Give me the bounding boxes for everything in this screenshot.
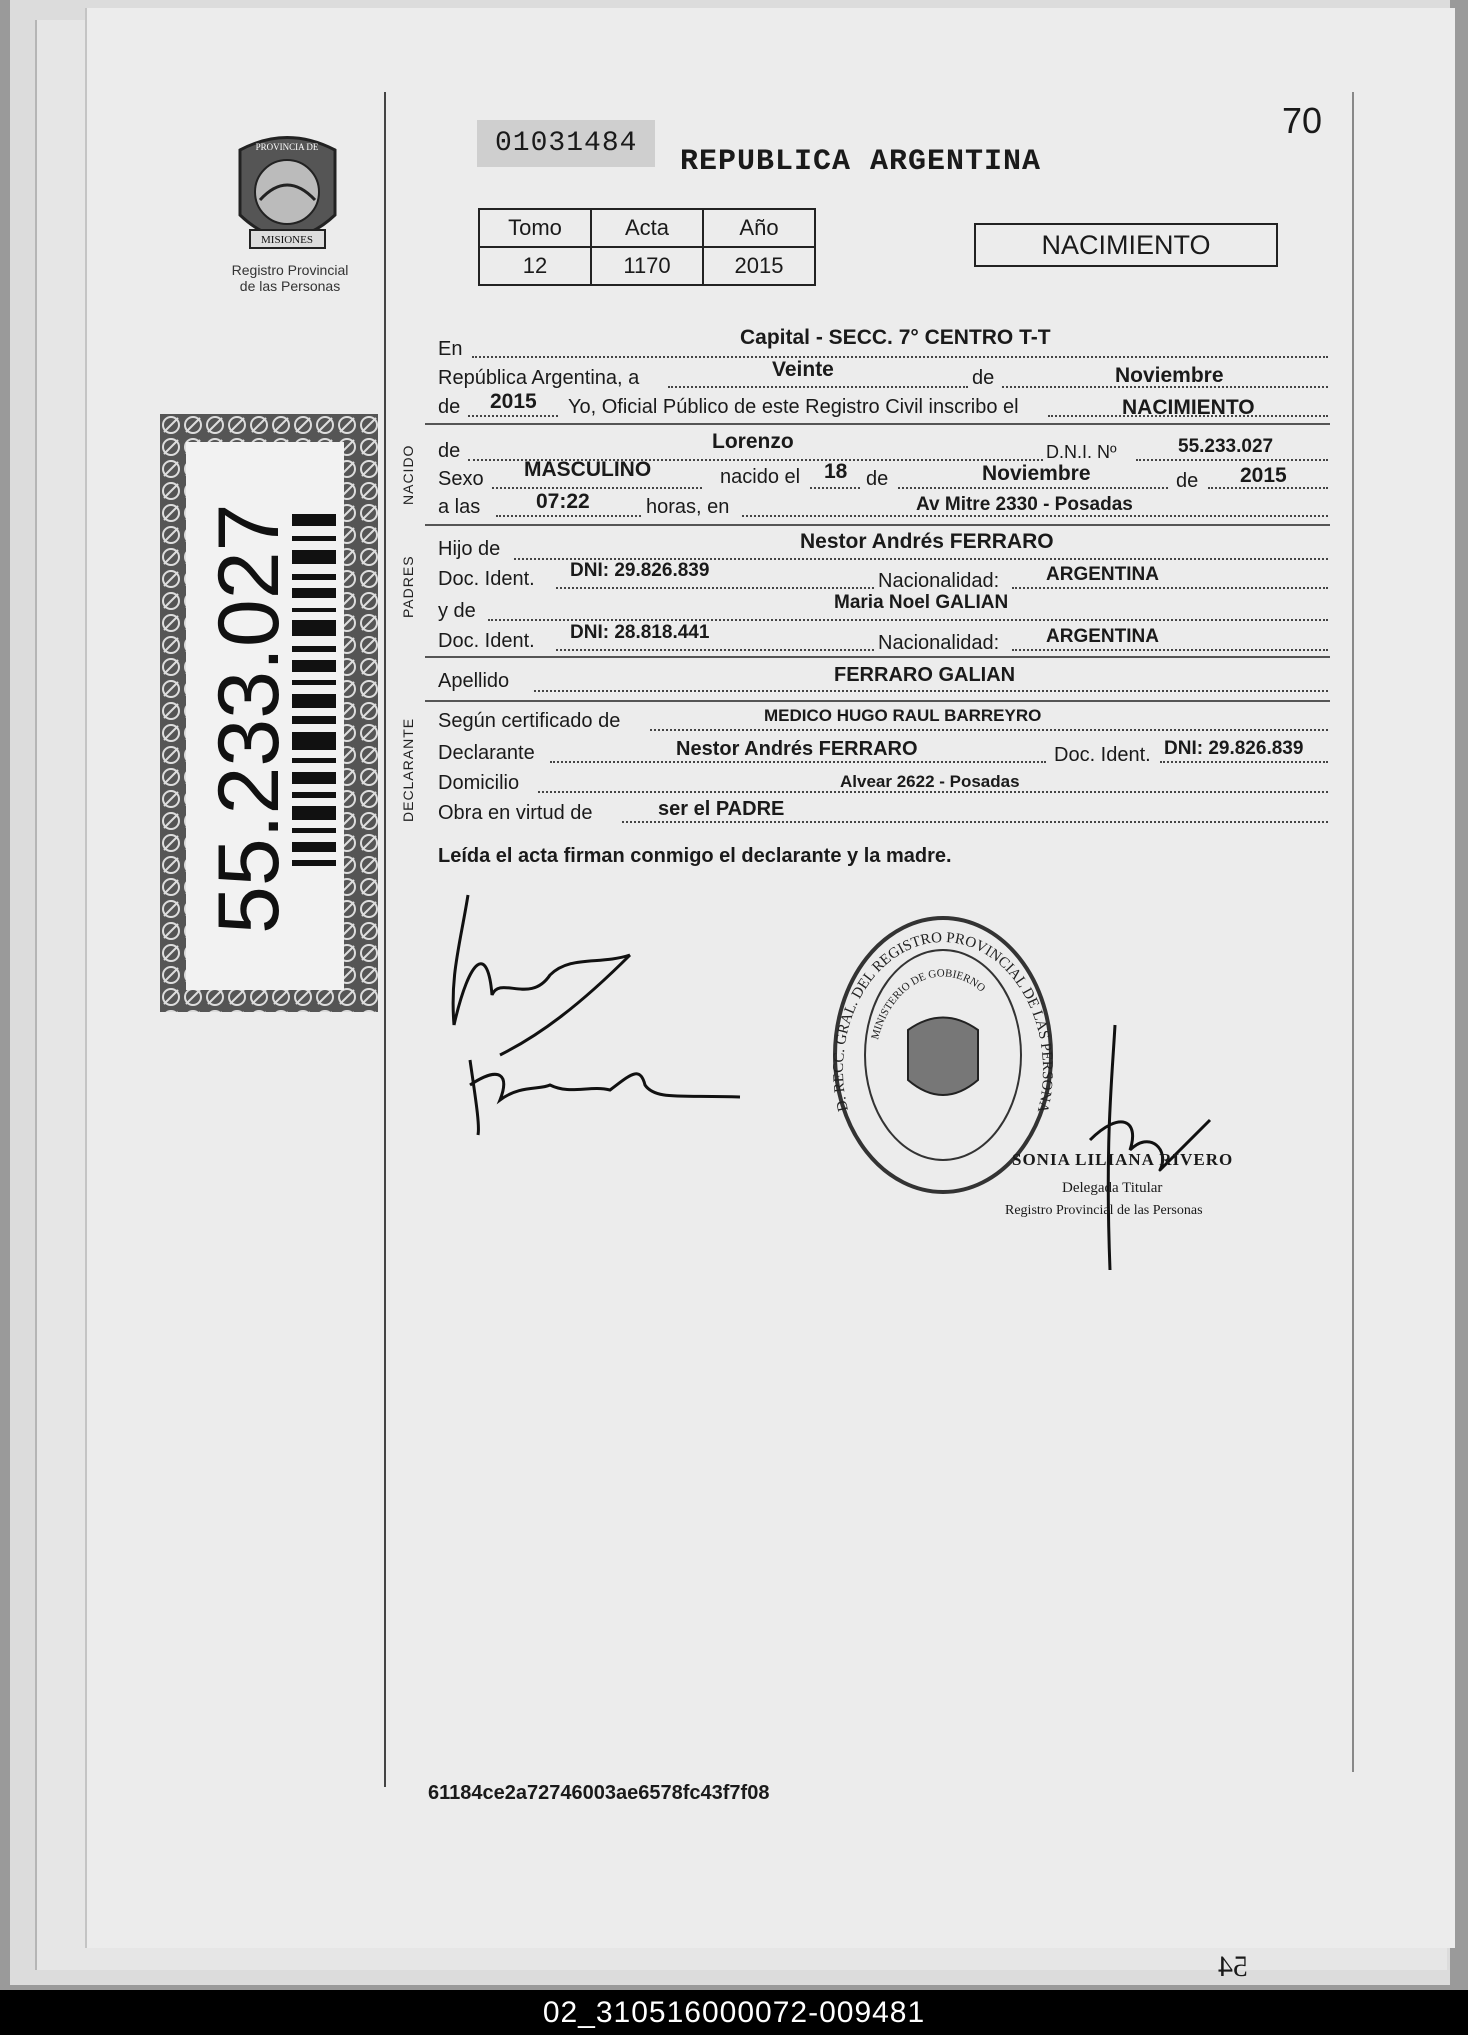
dotted-line <box>488 617 1328 621</box>
document-hash: 61184ce2a72746003ae6578fc43f7f08 <box>428 1782 770 1804</box>
row-a-las <box>438 496 480 526</box>
seal-bottom-text: MISIONES <box>261 234 313 246</box>
row-segun <box>438 710 620 740</box>
row-y-de <box>438 600 476 630</box>
section-declarante: DECLARANTE <box>400 717 416 822</box>
label-doc-ident: Doc. Ident. <box>438 568 535 590</box>
side-dni-number: 55.233.027 <box>201 503 297 934</box>
value-anio: 2015 <box>490 390 537 413</box>
value-anio-nac: 2015 <box>1240 464 1287 487</box>
value-hora: 07:22 <box>536 490 590 513</box>
value-padre-dni: DNI: 29.826.839 <box>570 560 710 581</box>
row-oficial <box>568 396 1019 426</box>
dotted-line <box>668 384 968 388</box>
label-declarante: Declarante <box>438 742 535 764</box>
dotted-line <box>472 354 1328 358</box>
record-table <box>478 208 816 286</box>
record-type-box: NACIMIENTO <box>974 223 1278 267</box>
label-republica: República Argentina, a <box>438 367 640 389</box>
label-en: En <box>438 338 463 360</box>
closing-text: Leída el acta firman conmigo el declarante y la madre. <box>438 845 952 867</box>
table-row <box>479 209 815 247</box>
page-number: 70 <box>1282 100 1323 141</box>
value-madre-nac: ARGENTINA <box>1046 626 1159 647</box>
corner-mark: 54 <box>1218 1950 1248 1983</box>
label-obra: Obra en virtud de <box>438 802 593 824</box>
row-nombre <box>438 440 460 470</box>
registry-line-2: de las Personas <box>239 278 341 294</box>
label-horas-en: horas, en <box>646 496 730 518</box>
dotted-line <box>556 585 874 589</box>
section-nacido: NACIDO <box>400 444 416 505</box>
label-de: de <box>438 396 461 418</box>
stamp-outer-text: D. RECC. GRAL. DEL REGISTRO PROVINCIAL DE LAS PERSONA <box>830 929 1056 1115</box>
row-de-birth-year <box>1176 470 1198 500</box>
value-sexo: MASCULINO <box>524 458 652 481</box>
table-cell: 12 <box>479 247 591 285</box>
label-oficial: Yo, Oficial Público de este Registro Civil inscribo el <box>568 396 1019 418</box>
label-de: de <box>972 367 995 389</box>
row-de-year <box>438 396 460 426</box>
row-declarante <box>438 742 535 772</box>
table-header: Tomo <box>479 209 591 247</box>
value-lugar-nac: Av Mitre 2330 - Posadas <box>916 494 1133 515</box>
table-cell: 1170 <box>591 247 703 285</box>
row-doc-padre <box>438 568 535 598</box>
label-segun: Según certificado de <box>438 710 621 732</box>
value-obra: ser el PADRE <box>658 798 785 820</box>
section-padres: PADRES <box>400 555 416 618</box>
divider <box>425 700 1330 702</box>
row-en <box>438 338 462 368</box>
value-padre-nac: ARGENTINA <box>1046 564 1159 585</box>
label-apellido: Apellido <box>438 670 510 692</box>
province-seal-icon <box>225 130 350 265</box>
row-doc-decl <box>1054 744 1151 774</box>
label-nacido-el: nacido el <box>720 466 801 488</box>
label-doc-ident: Doc. Ident. <box>438 630 535 652</box>
value-nombre: Lorenzo <box>712 430 794 453</box>
row-horas-en <box>646 496 729 526</box>
table-row <box>479 247 815 285</box>
row-domicilio <box>438 772 519 802</box>
divider <box>425 423 1330 425</box>
value-apellido: FERRARO GALIAN <box>834 664 1016 686</box>
label-sexo: Sexo <box>438 468 484 490</box>
value-declarante-dni: DNI: 29.826.839 <box>1164 738 1304 759</box>
official-role: Delegada Titular <box>1062 1180 1163 1196</box>
stamp-inner-text: MINISTERIO DE GOBIERNO <box>869 967 988 1041</box>
dotted-line <box>492 485 702 489</box>
label-a-las: a las <box>438 496 481 518</box>
value-declarante: Nestor Andrés FERRARO <box>676 738 918 760</box>
official-name: SONIA LILIANA RIVERO <box>1012 1150 1234 1169</box>
right-margin-line <box>1352 92 1354 1772</box>
label-de: de <box>438 440 461 462</box>
row-de-month <box>972 367 994 397</box>
divider <box>425 656 1330 658</box>
label-de: de <box>1176 470 1199 492</box>
value-domicilio: Alvear 2622 - Posadas <box>840 772 1020 791</box>
label-nacionalidad: Nacionalidad: <box>878 570 1000 592</box>
dni-barcode-label <box>160 414 378 1012</box>
label-de: de <box>866 468 889 490</box>
left-margin-line <box>384 92 386 1787</box>
declarant-signature-icon <box>440 885 750 1150</box>
seal-top-text: PROVINCIA DE <box>255 142 319 152</box>
scan-id: 02_310516000072-009481 <box>542 1995 926 2029</box>
official-office: Registro Provincial de las Personas <box>1005 1203 1203 1218</box>
serial-number: 01031484 <box>477 120 655 167</box>
label-nacionalidad: Nacionalidad: <box>878 632 1000 654</box>
page-title: REPUBLICA ARGENTINA <box>680 145 1042 179</box>
label-doc-ident: Doc. Ident. <box>1054 744 1151 766</box>
row-apellido <box>438 670 509 700</box>
table-header: Acta <box>591 209 703 247</box>
dotted-line <box>556 647 874 651</box>
value-dia-nac: 18 <box>824 460 848 483</box>
value-certificado: MEDICO HUGO RAUL BARREYRO <box>764 706 1042 725</box>
row-republica <box>438 367 639 397</box>
row-obra <box>438 802 593 832</box>
row-sexo <box>438 468 484 498</box>
label-dni: D.N.I. Nº <box>1046 442 1117 462</box>
value-mes-nac: Noviembre <box>982 462 1091 485</box>
registry-line-1: Registro Provincial <box>231 262 349 278</box>
row-nacido-el <box>720 466 800 496</box>
value-madre: Maria Noel GALIAN <box>834 592 1009 613</box>
value-dia-texto: Veinte <box>772 358 834 381</box>
row-de-day <box>866 468 888 498</box>
divider <box>425 524 1330 526</box>
value-mes: Noviembre <box>1115 364 1224 387</box>
row-hijo-de <box>438 538 500 568</box>
dotted-line <box>810 485 860 489</box>
dotted-line <box>534 688 1328 692</box>
value-dni: 55.233.027 <box>1178 436 1274 457</box>
label-domicilio: Domicilio <box>438 772 520 794</box>
dotted-line <box>650 727 1328 731</box>
table-header: Año <box>703 209 815 247</box>
value-tipo: NACIMIENTO <box>1122 396 1255 419</box>
label-hijo-de: Hijo de <box>438 538 501 560</box>
label-y-de: y de <box>438 600 476 622</box>
value-madre-dni: DNI: 28.818.441 <box>570 622 710 643</box>
value-lugar: Capital - SECC. 7° CENTRO T-T <box>740 326 1051 349</box>
scan-id-bar <box>0 1990 1468 2035</box>
value-padre: Nestor Andrés FERRARO <box>800 530 1054 553</box>
registry-label <box>205 262 375 294</box>
table-cell: 2015 <box>703 247 815 285</box>
